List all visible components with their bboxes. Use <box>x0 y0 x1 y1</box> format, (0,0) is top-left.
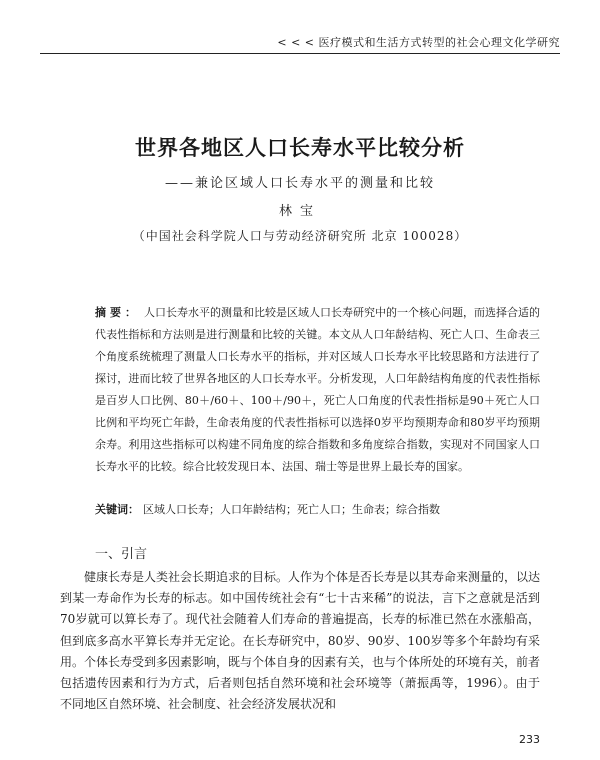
body-paragraph: 健康长寿是人类社会长期追求的目标。人作为个体是否长寿是以其寿命来测量的，以达到某一寿命作为长寿的标志。如中国传统社会有“七十古来稀”的说法，言下之意就是活到70岁就可以算长寿了。现代社会随着人们寿命的普遍提高，长寿的标准已然在水涨船高，但到底多高水平算长寿并无定论。在长寿研究中，80岁、90岁、100岁等多个年龄均有采用。个体长寿受到多因素影响，既与个体自身的因素有关，也与个体所处的环境有关，前者包括遗传因素和行为方式，后者则包括自然环境和社会环境等（萧振禹等，1996）。由于不同地区自然环境、社会制度、社会经济发展状况和 <box>60 570 541 712</box>
abstract-label: 摘要： <box>95 306 140 319</box>
page-number: 233 <box>519 733 540 746</box>
abstract <box>95 302 540 478</box>
keywords <box>95 500 540 520</box>
abstract-text: 人口长寿水平的测量和比较是区域人口长寿研究中的一个核心问题，而选择合适的代表性指标和方法则是进行测量和比较的关键。本文从人口年龄结构、死亡人口、生命表三个角度系统梳理了测量人口长寿水平的指标，并对区域人口长寿水平比较思路和方法进行了探讨，进而比较了世界各地区的人口长寿水平。分析发现，人口年龄结构角度的代表性指标是百岁人口比例、80＋/60＋、100＋/90＋，死亡人口角度的代表性指标是90＋死亡人口比例和平均死亡年龄，生命表角度的代表性指标可以选择0岁平均预期寿命和80岁平均预期余寿。利用这些指标可以构建不同角度的综合指数和多角度综合指数，实现对不同国家人口长寿水平的比较。综合比较发现日本、法国、瑞士等是世界上最长寿的国家。 <box>95 306 540 473</box>
keywords-label: 关键词： <box>95 503 139 516</box>
section-heading-introduction: 一、引言 <box>95 547 148 562</box>
running-header: < < < 医疗模式和生活方式转型的社会心理文化学研究 <box>40 34 560 54</box>
author-affiliation: （中国社会科学院人口与劳动经济研究所 北京 100028） <box>132 229 468 243</box>
keywords-text: 区域人口长寿；人口年龄结构；死亡人口；生命表；综合指数 <box>143 503 440 516</box>
paper-title: 世界各地区人口长寿水平比较分析 <box>135 136 465 160</box>
paper-subtitle: ——兼论区域人口长寿水平的测量和比较 <box>164 176 435 191</box>
author-name: 林宝 <box>278 204 321 219</box>
